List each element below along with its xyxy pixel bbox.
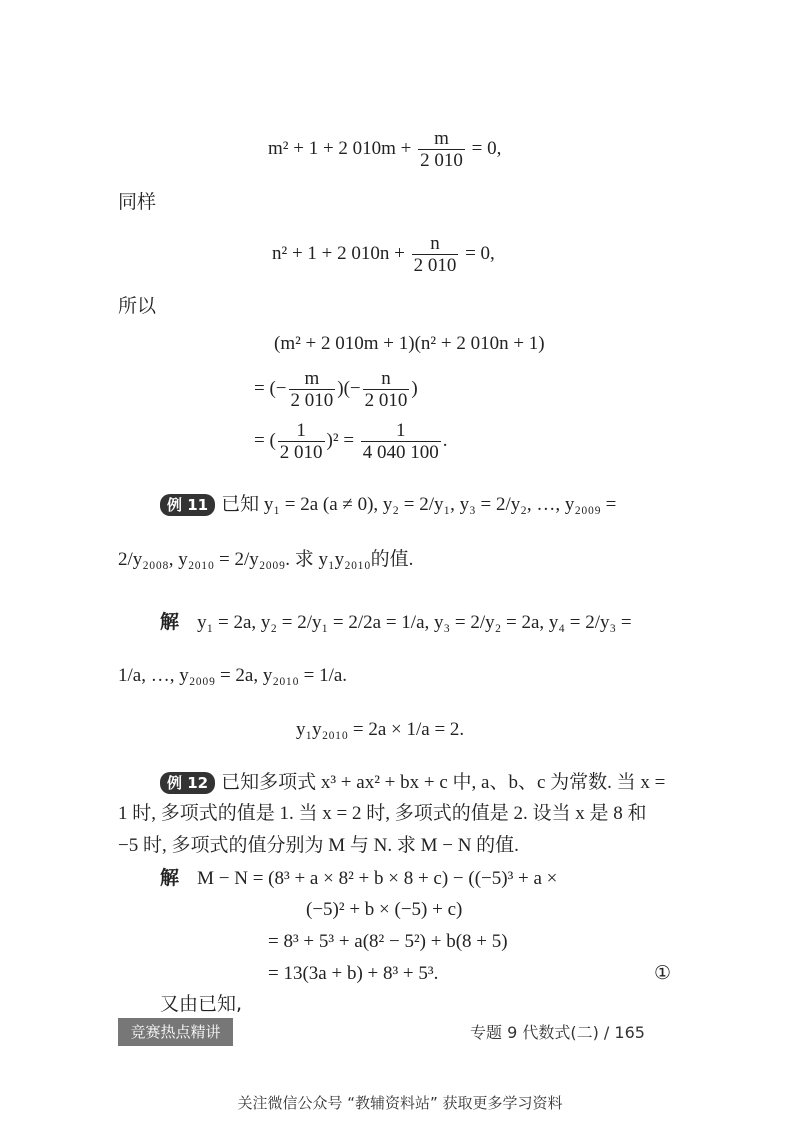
fraction-denominator: 2 010 xyxy=(364,390,408,411)
fraction-numerator: 1 xyxy=(361,420,441,442)
example-12-solution-line-1 xyxy=(160,864,557,893)
page-topic-and-number: 专题 9 代数式(二) / 165 xyxy=(470,1023,645,1042)
equation-n-tail: = 0, xyxy=(460,242,495,264)
solution-label: 解 xyxy=(160,611,180,633)
equation-m-lead: m² + 1 + 2 010m + xyxy=(268,137,417,159)
fraction-numerator: m xyxy=(418,128,465,150)
equation-number-marker: ① xyxy=(654,963,672,984)
example-11-solution-line-3: y₁y₂₀₁₀ = 2a × 1/a = 2. xyxy=(296,719,465,740)
example-12-line-3: −5 时, 多项式的值分别为 M 与 N. 求 M − N 的值. xyxy=(118,835,519,856)
fraction-m-over-2010 xyxy=(418,128,465,171)
chain-line-2-b: )(− xyxy=(337,377,361,399)
fraction-numerator: n xyxy=(412,233,459,255)
example-11-solution-line-2: 1/a, …, y₂₀₀₉ = 2a, y₂₀₁₀ = 1/a. xyxy=(118,665,348,686)
fraction-denominator: 2 010 xyxy=(420,150,463,171)
example-11-text-1: 已知 y₁ = 2a (a ≠ 0), y₂ = 2/y₁, y₃ = 2/y₂, …, y₂₀₀₉ = xyxy=(221,494,617,515)
fraction-1-over-2010 xyxy=(278,420,325,463)
fraction-n-over-2010 xyxy=(363,368,410,411)
bottom-watermark-note: 关注微信公众号 “教辅资料站” 获取更多学习资料 xyxy=(237,1094,563,1112)
solution-label: 解 xyxy=(160,867,180,889)
example-12-text-1: 已知多项式 x³ + ax² + bx + c 中, a、b、c 为常数. 当 x = xyxy=(221,772,666,793)
chain-line-2 xyxy=(254,368,418,411)
fraction-denominator: 2 010 xyxy=(279,442,323,463)
example-11-line-1 xyxy=(160,490,616,519)
fraction-denominator: 2 010 xyxy=(413,255,457,276)
chain-line-3-b: )² = xyxy=(326,429,359,451)
equation-m-tail: = 0, xyxy=(466,137,502,159)
fraction-numerator: m xyxy=(289,368,336,390)
section-tag: 竞赛热点精讲 xyxy=(118,1018,233,1046)
example-11-solution-line-1 xyxy=(160,608,632,637)
chain-line-3-c: . xyxy=(442,429,448,451)
example-11-line-2: 2/y₂₀₀₈, y₂₀₁₀ = 2/y₂₀₀₉. 求 y₁y₂₀₁₀的值. xyxy=(118,549,414,570)
fraction-numerator: 1 xyxy=(278,420,325,442)
chain-line-2-c: ) xyxy=(411,377,418,399)
chain-line-2-a: = (− xyxy=(254,377,287,399)
fraction-n-over-2010 xyxy=(412,233,459,276)
label-therefore: 所以 xyxy=(118,295,157,317)
solution-text-1: y₁ = 2a, y₂ = 2/y₁ = 2/2a = 1/a, y₃ = 2/y₂ = 2a, y₄ = 2/y₃ = xyxy=(197,612,632,633)
fraction-denominator: 2 010 xyxy=(290,390,334,411)
example-12-last-line: 又由已知, xyxy=(160,993,243,1015)
example-12-line-1 xyxy=(160,768,665,797)
example-11-badge: 例 11 xyxy=(160,494,215,516)
fraction-denominator: 4 040 100 xyxy=(362,442,439,463)
chain-line-3 xyxy=(254,420,448,463)
fraction-m-over-2010 xyxy=(289,368,336,411)
example-12-solution-line-4: = 13(3a + b) + 8³ + 5³. xyxy=(268,963,439,984)
chain-line-3-a: = ( xyxy=(254,429,276,451)
example-12-badge: 例 12 xyxy=(160,772,215,794)
solution-text-1: M − N = (8³ + a × 8² + b × 8 + c) − ((−5)³ + a × xyxy=(197,868,558,889)
label-same: 同样 xyxy=(118,191,157,213)
fraction-numerator: n xyxy=(363,368,410,390)
equation-n-lead: n² + 1 + 2 010n + xyxy=(272,242,410,264)
example-12-solution-line-2: (−5)² + b × (−5) + c) xyxy=(306,899,463,920)
fraction-1-over-4040100 xyxy=(361,420,441,463)
equation-m xyxy=(268,128,501,171)
example-12-solution-line-3: = 8³ + 5³ + a(8² − 5²) + b(8 + 5) xyxy=(268,931,508,952)
example-12-line-2: 1 时, 多项式的值是 1. 当 x = 2 时, 多项式的值是 2. 设当 x 是 8 和 xyxy=(118,803,647,824)
equation-n xyxy=(272,233,495,276)
chain-line-1: (m² + 2 010m + 1)(n² + 2 010n + 1) xyxy=(274,333,545,354)
